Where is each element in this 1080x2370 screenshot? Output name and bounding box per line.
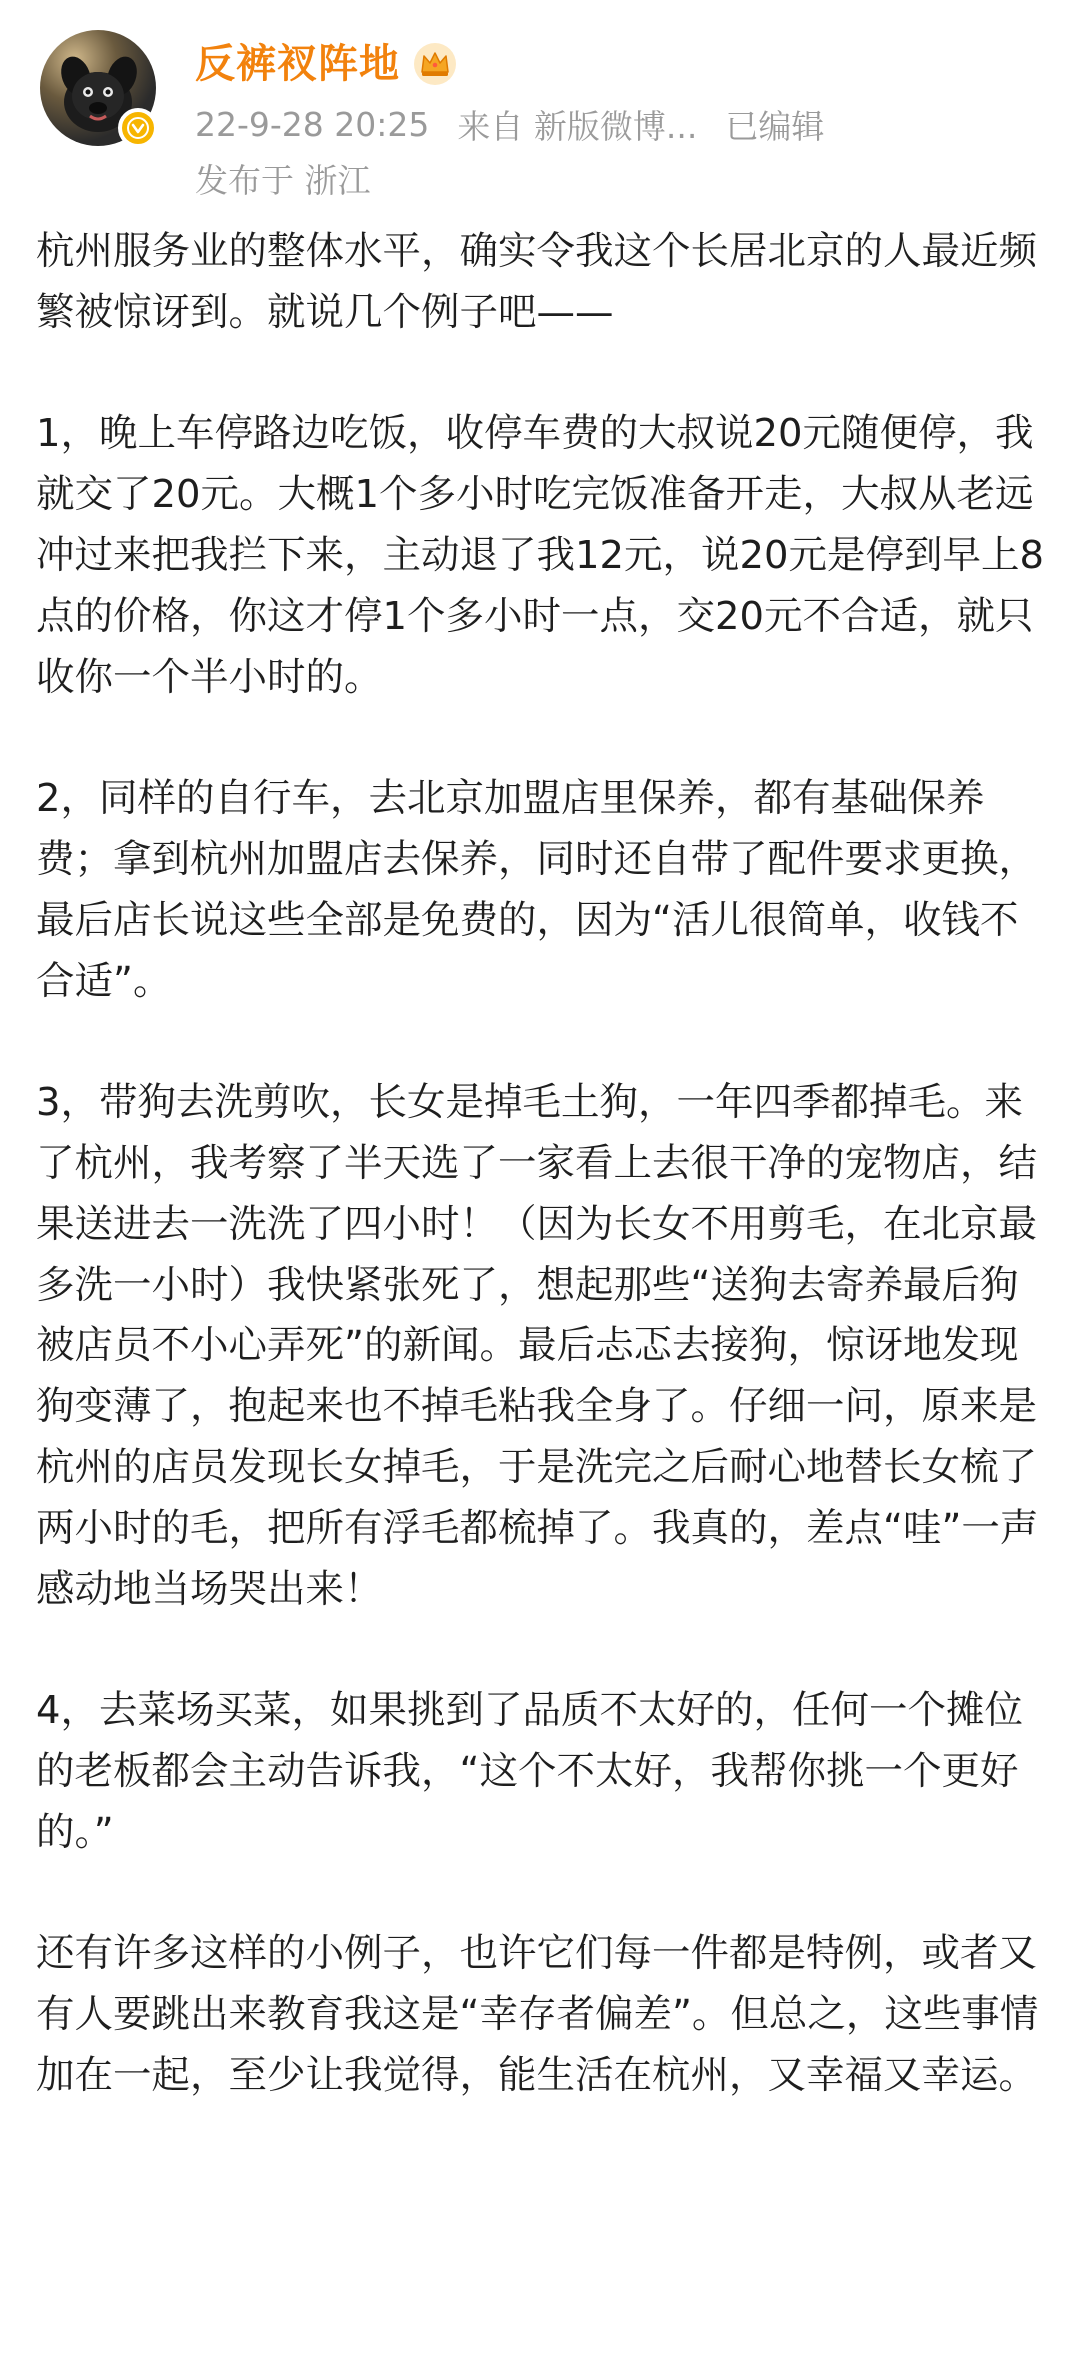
post-paragraph-3: 3，带狗去洗剪吹，长女是掉毛土狗，一年四季都掉毛。来了杭州，我考察了半天选了一家看上去很干净的宠物店，结果送进去一洗洗了四小时！（因为长女不用剪毛，在北京最多洗一小时）我快紧张死了，想起那些“送狗去寄养最后狗被店员不小心弄死”的新闻。最后忐忑去接狗，惊讶地发现狗变薄了，抱起来也不掉毛粘我全身了。仔细一问，原来是杭州的店员发现长女掉毛，于是洗完之后耐心地替长女梳了两小时的毛，把所有浮毛都梳掉了。我真的，差点“哇”一声感动地当场哭出来！ — [36, 1080, 1039, 1612]
post-paragraph-intro: 杭州服务业的整体水平，确实令我这个长居北京的人最近频繁被惊讶到。就说几个例子吧—— — [36, 229, 1038, 335]
post-paragraph-1: 1，晚上车停路边吃饭，收停车费的大叔说20元随便停，我就交了20元。大概1个多小时吃完饭准备开走，大叔从老远冲过来把我拦下来，主动退了我12元，说20元是停到早上8点的价格，你这才停1个多小时一点，交20元不合适，就只收你一个半小时的。 — [36, 411, 1044, 700]
post-location: 发布于 浙江 — [195, 160, 371, 200]
post-paragraph-2: 2，同样的自行车，去北京加盟店里保养，都有基础保养费；拿到杭州加盟店去保养，同时还自带了配件要求更换，最后店长说这些全部是免费的，因为“活儿很简单，收钱不合适”。 — [36, 776, 1038, 1004]
post-paragraph-4: 4，去菜场买菜，如果挑到了品质不太好的，任何一个摊位的老板都会主动告诉我，“这个不太好，我帮你挑一个更好的。” — [36, 1688, 1023, 1855]
verified-badge-icon — [118, 108, 158, 148]
avatar[interactable] — [40, 30, 156, 146]
post-source[interactable]: 来自 新版微博... — [457, 106, 698, 146]
post-paragraph-conclusion: 还有许多这样的小例子，也许它们每一件都是特例，或者又有人要跳出来教育我这是“幸存者偏差”。但总之，这些事情加在一起，至少让我觉得，能生活在杭州，又幸福又幸运。 — [36, 1931, 1039, 2098]
crown-icon[interactable] — [412, 41, 458, 87]
user-name[interactable]: 反裤衩阵地 — [195, 41, 400, 87]
post-header — [40, 30, 1040, 220]
user-name-row — [195, 34, 458, 94]
post-location-row — [195, 154, 371, 202]
edited-label[interactable]: 已编辑 — [725, 106, 825, 146]
post-timestamp: 22-9-28 20:25 — [195, 104, 430, 144]
post-body — [36, 222, 1046, 2107]
post-meta-row — [195, 100, 824, 148]
